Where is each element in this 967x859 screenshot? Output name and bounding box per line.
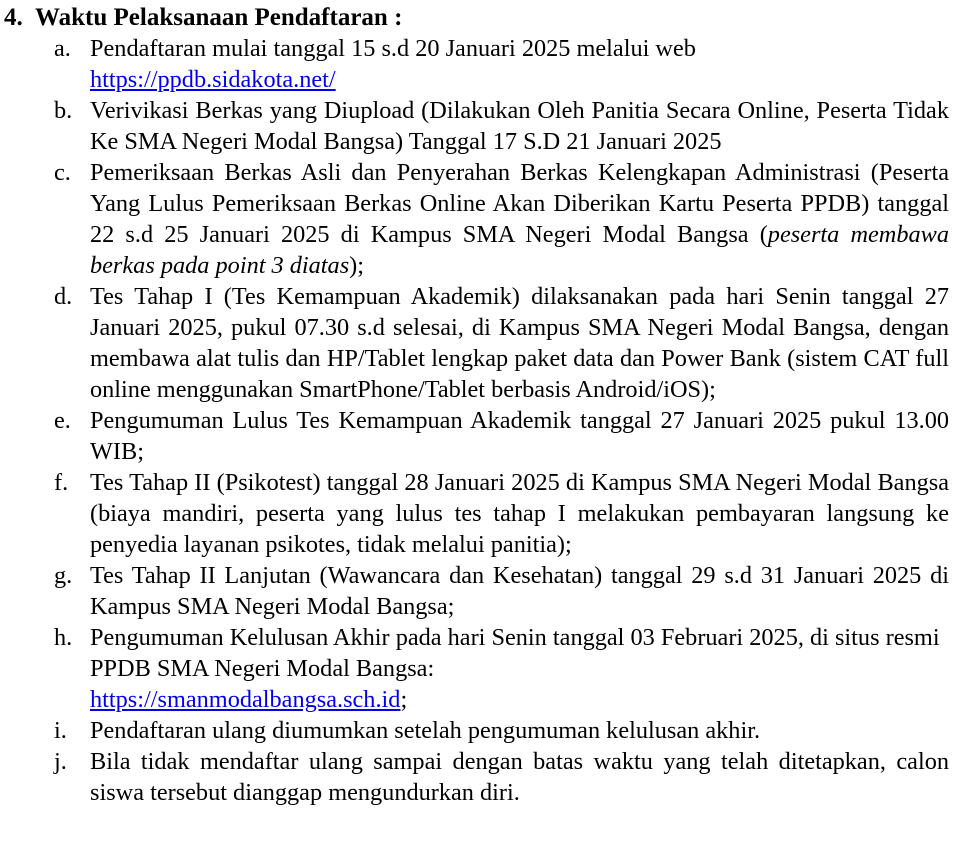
section-number: 4. bbox=[4, 4, 23, 31]
item-text: Tes Tahap II (Psikotest) tanggal 28 Januari 2025 di Kampus SMA Negeri Modal Bangsa (biaya mandiri, peserta yang lulus tes tahap I melakukan pembayaran langsung ke penyedia layanan psikotes, tidak melalui panitia); bbox=[90, 469, 949, 558]
ppdb-sidakota-link[interactable]: https://ppdb.sidakota.net/ bbox=[90, 66, 336, 93]
item-marker: f. bbox=[54, 469, 69, 496]
list-item-d bbox=[0, 281, 959, 405]
document-page bbox=[0, 2, 967, 808]
item-text: Verivikasi Berkas yang Diupload (Dilakukan Oleh Panitia Secara Online, Peserta Tidak Ke SMA Negeri Modal Bangsa) Tanggal 17 S.D 21 Januari 2025 bbox=[90, 97, 949, 155]
list-item-e bbox=[0, 405, 959, 467]
item-marker: d. bbox=[54, 283, 73, 310]
item-marker: i. bbox=[54, 717, 67, 744]
item-text: Pemeriksaan Berkas Asli dan Penyerahan Berkas Kelengkapan Administrasi (Peserta Yang Lulus Pemeriksaan Berkas Online Akan Diberikan Kartu Peserta PPDB) tanggal 22 s.d 25 Januari 2025 di Kampus SMA Negeri Modal Bangsa (peserta membawa berkas pada point 3 diatas); bbox=[90, 159, 949, 279]
schedule-list bbox=[0, 33, 959, 808]
smanmodalbangsa-link[interactable]: https://smanmodalbangsa.sch.id bbox=[90, 686, 401, 713]
list-item-i bbox=[0, 715, 959, 746]
item-marker: a. bbox=[54, 35, 71, 62]
list-item-c bbox=[0, 157, 959, 281]
item-marker: g. bbox=[54, 562, 73, 589]
item-marker: e. bbox=[54, 407, 71, 434]
item-text: Pendaftaran mulai tanggal 15 s.d 20 Januari 2025 melalui web https://ppdb.sidakota.net/ bbox=[90, 35, 696, 93]
item-text: Tes Tahap II Lanjutan (Wawancara dan Kesehatan) tanggal 29 s.d 31 Januari 2025 di Kampus SMA Negeri Modal Bangsa; bbox=[90, 562, 949, 620]
list-item-f bbox=[0, 467, 959, 560]
item-text: Pendaftaran ulang diumumkan setelah pengumuman kelulusan akhir. bbox=[90, 717, 761, 744]
item-marker: j. bbox=[54, 748, 67, 775]
item-text: Tes Tahap I (Tes Kemampuan Akademik) dilaksanakan pada hari Senin tanggal 27 Januari 2025, pukul 07.30 s.d selesai, di Kampus SMA Negeri Modal Bangsa, dengan membawa alat tulis dan HP/Tablet lengkap paket data dan Power Bank (sistem CAT full online menggunakan SmartPhone/Tablet berbasis Android/iOS); bbox=[90, 283, 949, 403]
list-item-a bbox=[0, 33, 959, 95]
section-title: Waktu Pelaksanaan Pendaftaran : bbox=[35, 4, 403, 31]
section-heading bbox=[4, 2, 959, 33]
list-item-g bbox=[0, 560, 959, 622]
list-item-j bbox=[0, 746, 959, 808]
italic-note: peserta membawa berkas pada point 3 diatas bbox=[90, 221, 949, 279]
item-marker: b. bbox=[54, 97, 73, 124]
item-text: Pengumuman Kelulusan Akhir pada hari Senin tanggal 03 Februari 2025, di situs resmi PPDB SMA Negeri Modal Bangsa: https://smanmodalbangsa.sch.id; bbox=[90, 624, 940, 713]
item-marker: h. bbox=[54, 624, 73, 651]
item-text: Pengumuman Lulus Tes Kemampuan Akademik tanggal 27 Januari 2025 pukul 13.00 WIB; bbox=[90, 407, 949, 465]
item-marker: c. bbox=[54, 159, 71, 186]
item-text: Bila tidak mendaftar ulang sampai dengan batas waktu yang telah ditetapkan, calon siswa tersebut dianggap mengundurkan diri. bbox=[90, 748, 949, 806]
list-item-h bbox=[0, 622, 959, 715]
list-item-b bbox=[0, 95, 959, 157]
